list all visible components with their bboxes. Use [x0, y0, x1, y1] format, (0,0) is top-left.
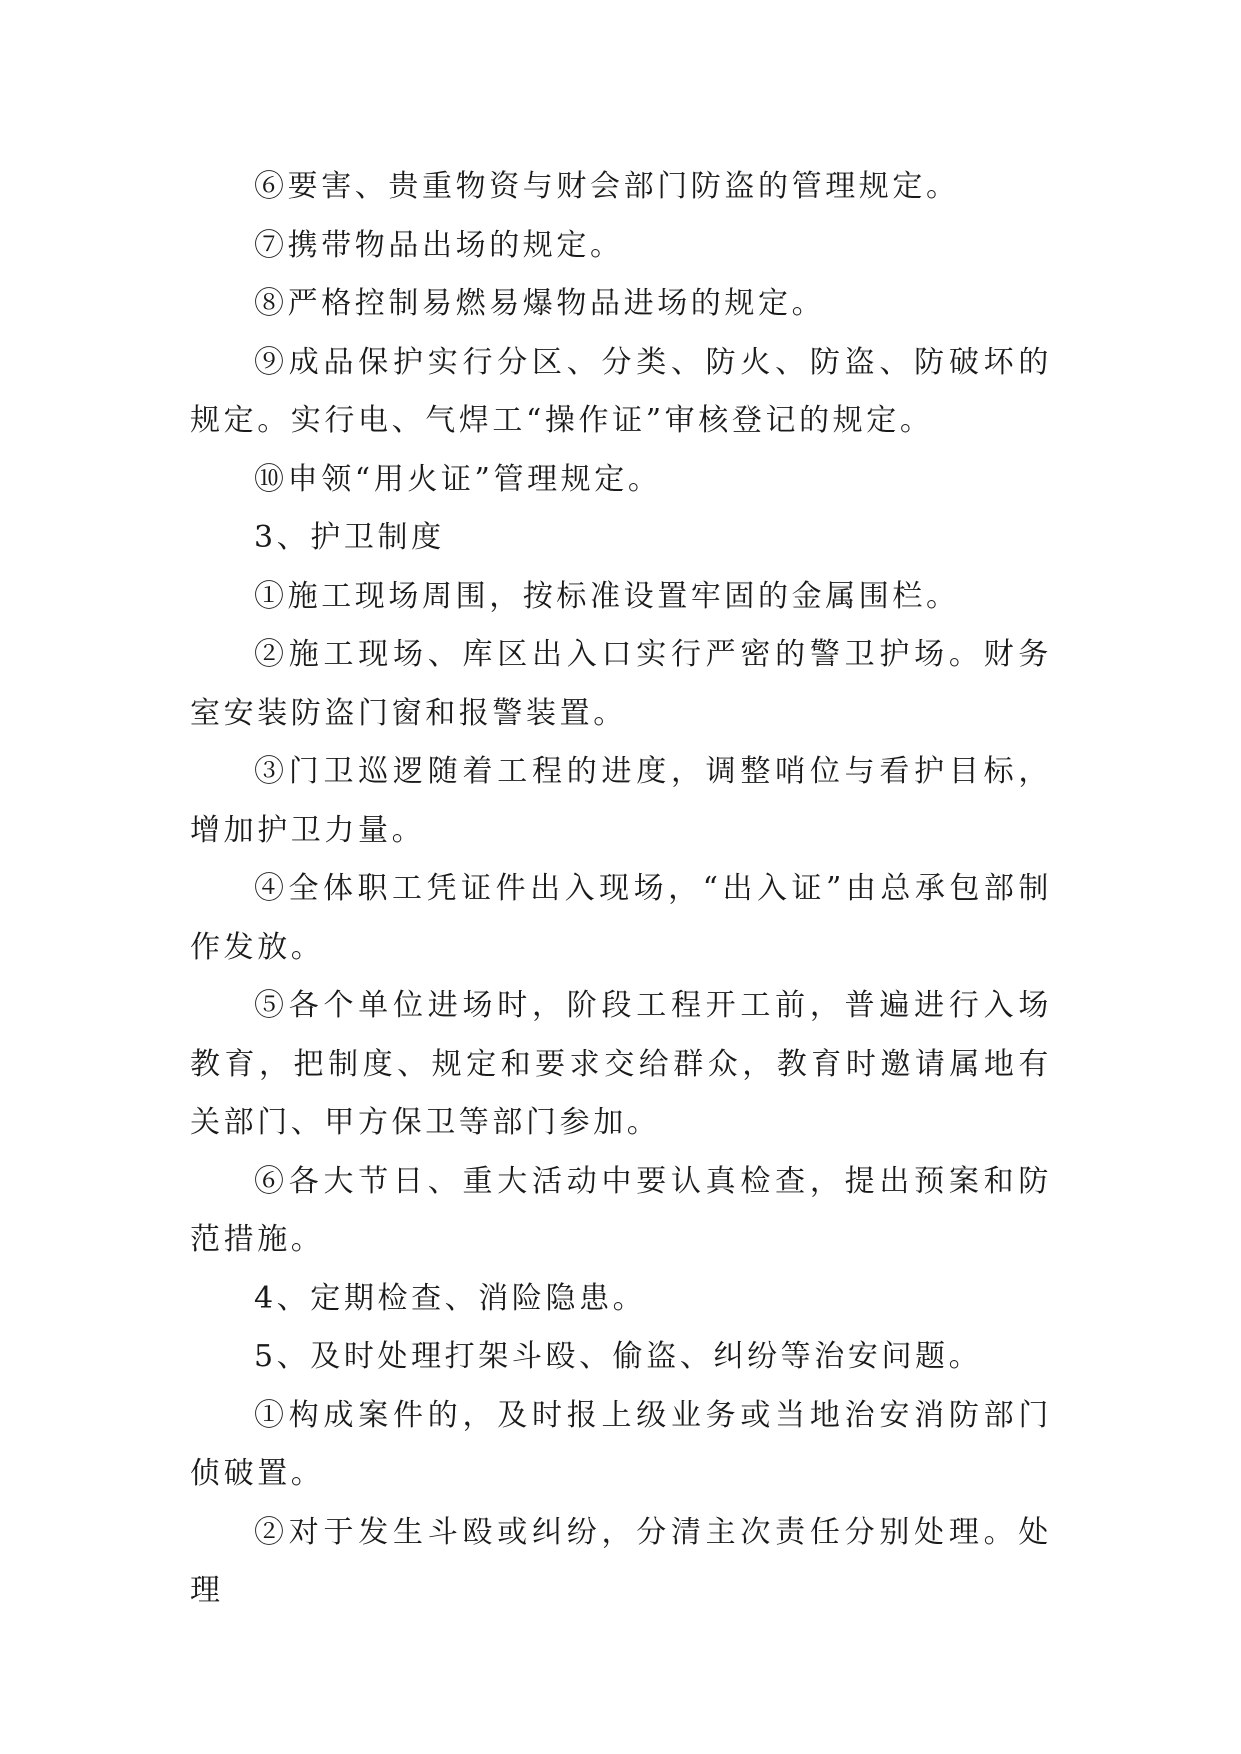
paragraph-guard-2-entrance: ②施工现场、库区出入口实行严密的警卫护场。财务室安装防盗门窗和报警装置。	[190, 637, 1052, 731]
paragraph-issue-1-cases: ①构成案件的，及时报上级业务或当地治安消防部门侦破置。	[190, 1397, 1052, 1491]
paragraph-guard-1-fence: ①施工现场周围，按标准设置牢固的金属围栏。	[254, 578, 960, 614]
document-body	[190, 158, 1052, 1621]
paragraph-rule-7-carry-out: ⑦携带物品出场的规定。	[254, 227, 624, 263]
paragraph-rule-10-fire-permit: ⑩申领“用火证”管理规定。	[254, 461, 662, 497]
section-heading-security-issues: 5、及时处理打架斗殴、偷盗、纠纷等治安问题。	[254, 1339, 983, 1374]
paragraph-guard-5-education: ⑤各个单位进场时，阶段工程开工前，普遍进行入场教育，把制度、规定和要求交给群众，教育时邀请属地有关部门、甲方保卫等部门参加。	[190, 988, 1052, 1140]
paragraph-guard-4-pass: ④全体职工凭证件出入现场，“出入证”由总承包部制作发放。	[190, 871, 1052, 965]
section-heading-guard-system: 3、护卫制度	[254, 520, 445, 555]
paragraph-rule-8-flammables: ⑧严格控制易燃易爆物品进场的规定。	[254, 286, 826, 321]
paragraph-rule-6-valuables: ⑥要害、贵重物资与财会部门防盗的管理规定。	[254, 169, 960, 204]
paragraph-guard-6-holidays: ⑥各大节日、重大活动中要认真检查，提出预案和防范措施。	[190, 1163, 1052, 1257]
paragraph-issue-2-disputes: ②对于发生斗殴或纠纷，分清主次责任分别处理。处理	[190, 1514, 1052, 1608]
paragraph-guard-3-patrol: ③门卫巡逻随着工程的进度，调整哨位与看护目标，增加护卫力量。	[190, 754, 1052, 848]
section-heading-inspection: 4、定期检查、消险隐患。	[254, 1280, 647, 1316]
paragraph-rule-9-product-protection: ⑨成品保护实行分区、分类、防火、防盗、防破坏的规定。实行电、气焊工“操作证”审核登记的规定。	[190, 344, 1052, 438]
